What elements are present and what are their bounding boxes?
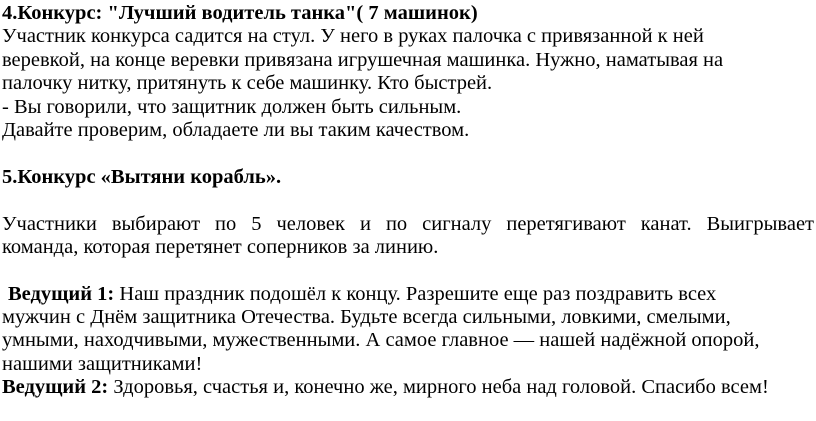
contest-5-line-1: Участники выбирают по 5 человек и по сигналу перетягивают канат. Выигрывает bbox=[2, 212, 814, 235]
contest-4-heading: 4.Конкурс: "Лучший водитель танка"( 7 машинок) bbox=[2, 2, 478, 24]
host-1-line-3: умными, находчивыми, мужественными. А самое главное — нашей надёжной опорой, bbox=[2, 329, 760, 352]
host-1-line-4: нашими защитниками! bbox=[2, 352, 203, 375]
contest-4-line-5: Давайте проверим, обладаете ли вы таким качеством. bbox=[2, 118, 470, 141]
spacer bbox=[2, 259, 814, 282]
contest-5-heading: 5.Конкурс «Вытяни корабль». bbox=[2, 165, 282, 188]
host-2-paragraph bbox=[2, 376, 814, 399]
spacer bbox=[2, 142, 814, 165]
contest-4-line-2: веревкой, на конце веревки привязана игрушечная машинка. Нужно, наматывая на bbox=[2, 48, 724, 71]
host-1-line-2: мужчин с Днём защитника Отечества. Будьте всегда сильными, ловкими, смелыми, bbox=[2, 306, 731, 329]
host-1-label: Ведущий 1: bbox=[8, 282, 115, 305]
contest-4-line-3: палочку нитку, притянуть к себе машинку. Кто быстрей. bbox=[2, 72, 493, 95]
contest-4-line-1: Участник конкурса садится на стул. У него в руках палочка с привязанной к ней bbox=[2, 25, 704, 48]
host-1-paragraph-line-1 bbox=[2, 283, 814, 306]
host-1-text: Наш праздник подошёл к концу. Разрешите еще раз поздравить всех bbox=[114, 282, 717, 305]
host-2-text: Здоровья, счастья и, конечно же, мирного неба над головой. Спасибо всем! bbox=[108, 376, 769, 399]
contest-5-line-2: команда, которая перетянет соперников за линию. bbox=[2, 235, 439, 258]
contest-4-line-4: - Вы говорили, что защитник должен быть сильным. bbox=[2, 95, 462, 118]
spacer bbox=[2, 189, 814, 212]
host-2-label: Ведущий 2: bbox=[2, 376, 109, 399]
document-page bbox=[2, 2, 814, 400]
